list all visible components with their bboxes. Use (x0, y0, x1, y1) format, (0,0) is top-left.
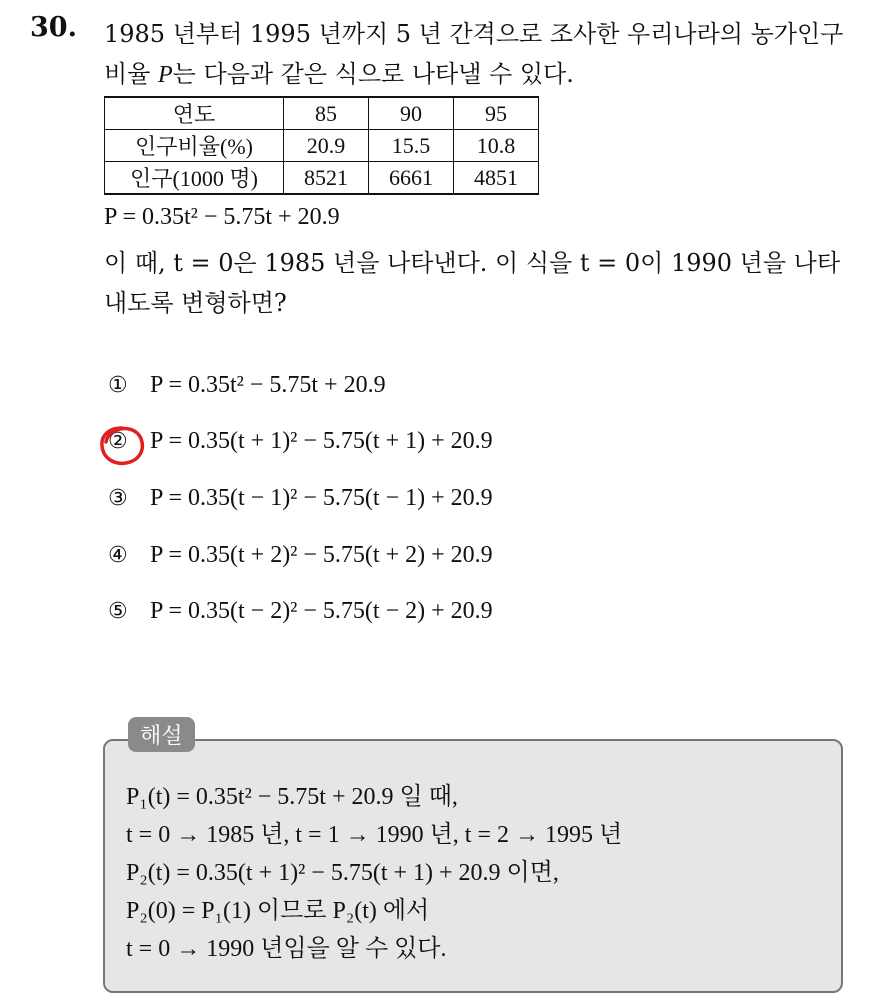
solution-line-4: P₂(0) = P₁(1) 이므로 P₂(t) 에서 (126, 898, 430, 924)
table-header-cell: 95 (454, 97, 539, 130)
choice-5[interactable] (108, 598, 808, 634)
table-cell: 4851 (454, 162, 539, 195)
question-text (104, 14, 874, 95)
solution-line-3: P₂(t) = 0.35(t + 1)² − 5.75(t + 1) + 20.9 이면, (126, 860, 559, 886)
choice-1[interactable] (108, 372, 808, 408)
table-cell: 15.5 (369, 130, 454, 162)
choice-text: P = 0.35t² − 5.75t + 20.9 (150, 372, 386, 398)
choice-text: P = 0.35(t − 1)² − 5.75(t − 1) + 20.9 (150, 485, 493, 511)
table-cell: 8521 (284, 162, 369, 195)
question-line-2-end: 는 다음과 같은 식으로 나타낼 수 있다. (172, 60, 574, 88)
table-header-row (105, 97, 539, 130)
table-header-cell: 85 (284, 97, 369, 130)
question-line-1: 1985 년부터 1995 년까지 5 년 간격으로 조사한 우리나라의 농가인구 (104, 20, 844, 48)
data-table (104, 96, 539, 195)
solution-label: 해설 (128, 717, 195, 752)
table-header-cell: 90 (369, 97, 454, 130)
answer-circle-mark (98, 424, 148, 468)
choice-marker: ④ (108, 543, 128, 568)
choice-marker: ① (108, 373, 128, 398)
choice-2[interactable] (108, 428, 808, 464)
solution-line-5: t = 0 → 1990 년임을 알 수 있다. (126, 936, 447, 962)
choice-text: P = 0.35(t + 2)² − 5.75(t + 2) + 20.9 (150, 542, 493, 568)
choice-marker: ⑤ (108, 599, 128, 624)
solution-line-1: P₁(t) = 0.35t² − 5.75t + 20.9 일 때, (126, 784, 458, 810)
table-cell: 10.8 (454, 130, 539, 162)
variable-p: P (158, 62, 173, 88)
given-formula: P = 0.35t² − 5.75t + 20.9 (104, 204, 340, 230)
question-number: 30. (30, 12, 77, 43)
condition-line-2: 내도록 변형하면? (104, 289, 287, 317)
choice-marker: ③ (108, 486, 128, 511)
choice-4[interactable] (108, 542, 808, 578)
solution-line-2: t = 0 → 1985 년, t = 1 → 1990 년, t = 2 → 1995 년 (126, 822, 623, 848)
choice-text: P = 0.35(t + 1)² − 5.75(t + 1) + 20.9 (150, 428, 493, 454)
question-line-2 (104, 54, 874, 95)
choice-marker: ② (108, 429, 128, 454)
table-header-cell: 연도 (105, 97, 284, 130)
table-cell: 20.9 (284, 130, 369, 162)
table-cell: 6661 (369, 162, 454, 195)
question-line-2-start: 비율 (104, 60, 158, 88)
table-row (105, 162, 539, 195)
table-row (105, 130, 539, 162)
choice-3[interactable] (108, 485, 808, 521)
condition-line-1: 이 때, t = 0은 1985 년을 나타낸다. 이 식을 t = 0이 1990 년을 나타 (104, 249, 841, 277)
choice-text: P = 0.35(t − 2)² − 5.75(t − 2) + 20.9 (150, 598, 493, 624)
table-cell: 인구비율(%) (105, 130, 284, 162)
condition-text (104, 243, 874, 323)
table-cell: 인구(1000 명) (105, 162, 284, 195)
